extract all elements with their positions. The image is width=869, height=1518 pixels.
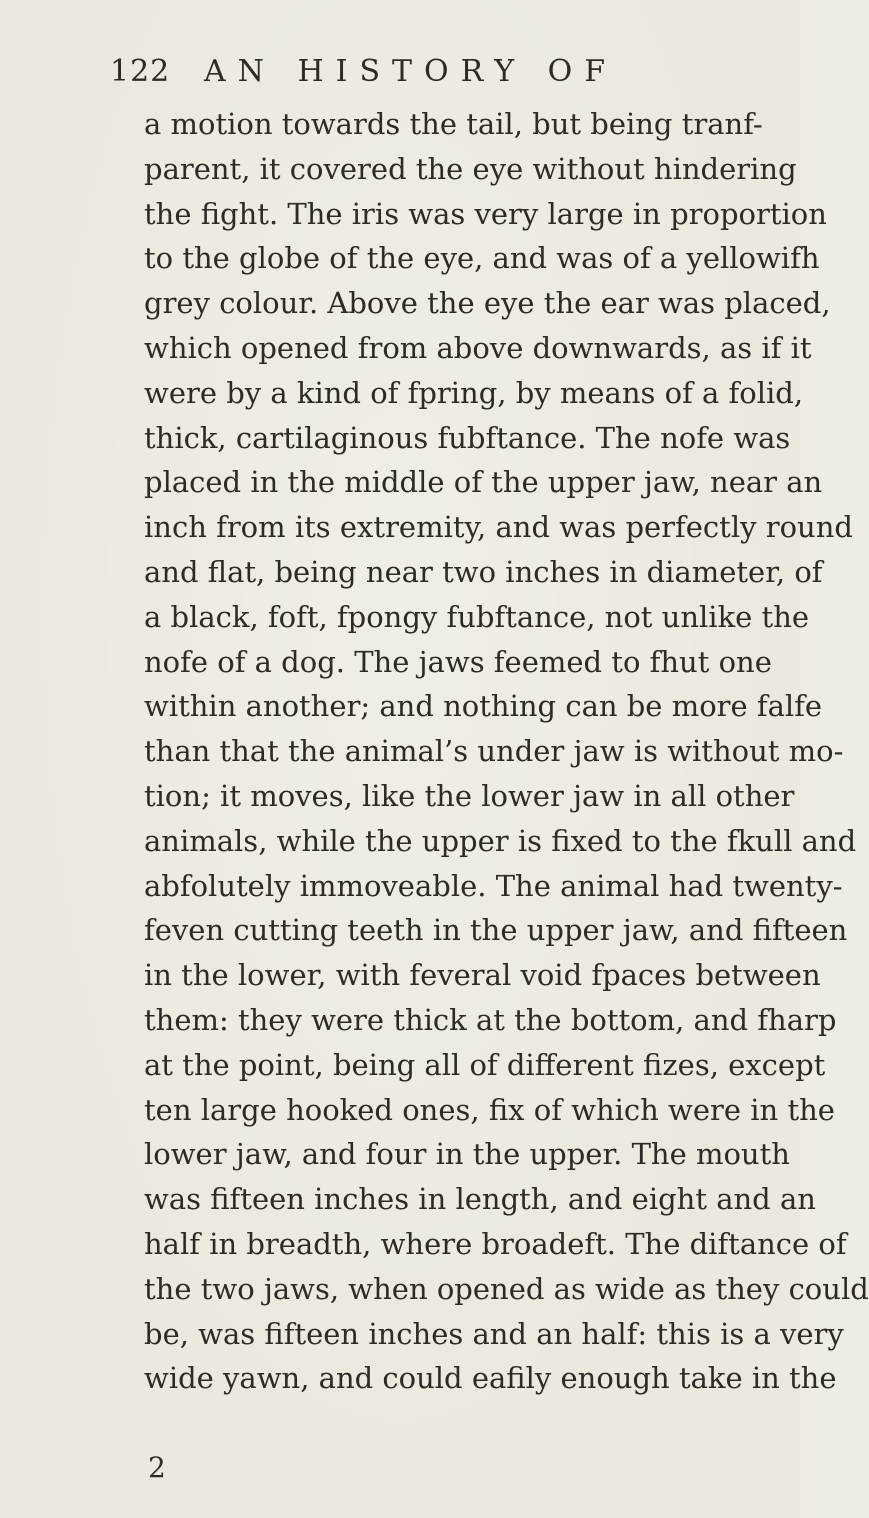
text-line: half in breadth, where broadeft. The diftance of <box>144 1226 847 1261</box>
text-line: abfolutely immoveable. The animal had twenty- <box>144 868 843 903</box>
text-line: a black, foft, fpongy fubftance, not unlike the <box>144 599 810 634</box>
text-line: which opened from above downwards, as if it <box>144 330 812 365</box>
text-line: and flat, being near two inches in diameter, of <box>144 554 823 589</box>
text-line: the two jaws, when opened as wide as they could <box>144 1271 869 1306</box>
signature-mark: 2 <box>148 1451 166 1484</box>
text-line: lower jaw, and four in the upper. The mouth <box>144 1137 790 1172</box>
text-line: nofe of a dog. The jaws feemed to fhut one <box>144 644 772 679</box>
text-line: the fight. The iris was very large in proportion <box>144 196 827 231</box>
text-line: were by a kind of fpring, by means of a folid, <box>144 375 804 410</box>
text-line: them: they were thick at the bottom, and fharp <box>144 1002 837 1037</box>
text-line: be, was fifteen inches and an half: this is a very <box>144 1316 844 1351</box>
text-line: feven cutting teeth in the upper jaw, and fifteen <box>144 913 848 948</box>
text-line: tion; it moves, like the lower jaw in all other <box>144 778 795 813</box>
text-line: placed in the middle of the upper jaw, near an <box>144 465 823 500</box>
text-line: inch from its extremity, and was perfectly round <box>144 510 853 545</box>
text-line: ten large hooked ones, fix of which were in the <box>144 1092 835 1127</box>
text-line: parent, it covered the eye without hindering <box>144 151 797 186</box>
text-line: at the point, being all of different fizes, except <box>144 1047 826 1082</box>
running-head-title: AN HISTORY OF <box>204 54 618 89</box>
running-head <box>110 54 730 94</box>
text-line: animals, while the upper is fixed to the fkull and <box>144 823 857 858</box>
text-line: than that the animal’s under jaw is without mo- <box>144 734 844 769</box>
body-text <box>144 102 869 1401</box>
text-line: within another; and nothing can be more falfe <box>144 689 823 724</box>
text-line: in the lower, with feveral void fpaces between <box>144 958 821 993</box>
text-line: grey colour. Above the eye the ear was placed, <box>144 286 831 321</box>
text-line: to the globe of the eye, and was of a yellowifh <box>144 241 820 276</box>
text-line: wide yawn, and could eafily enough take in the <box>144 1361 837 1396</box>
text-line: thick, cartilaginous fubftance. The nofe was <box>144 420 791 455</box>
page-number: 122 <box>110 54 171 89</box>
text-line: a motion towards the tail, but being tranf- <box>144 107 763 141</box>
text-line: was fifteen inches in length, and eight and an <box>144 1182 816 1217</box>
